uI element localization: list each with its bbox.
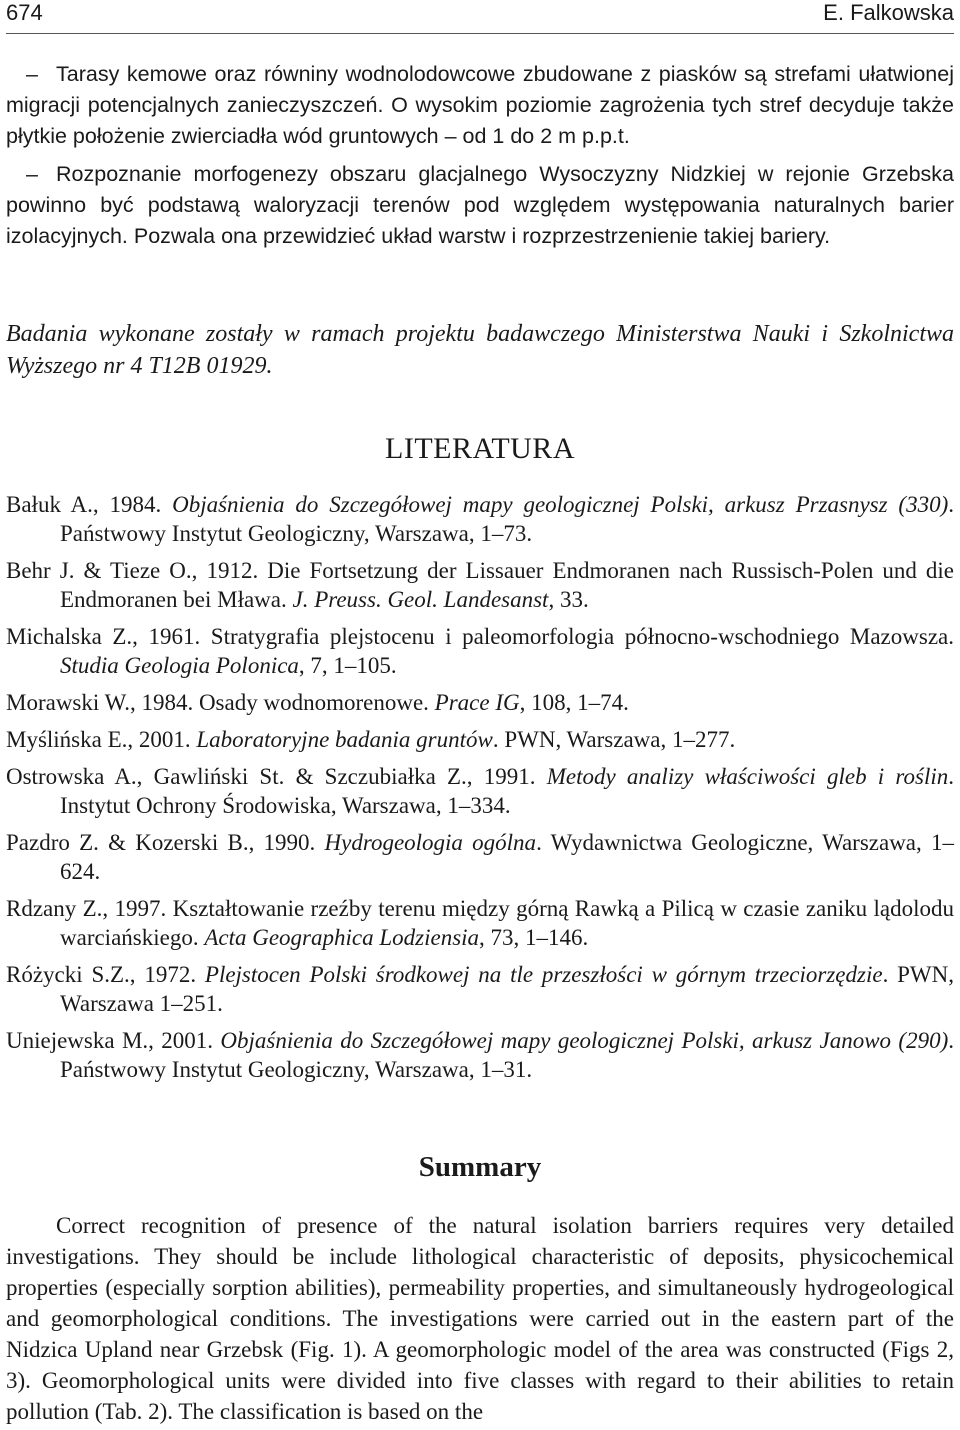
conclusion-text: Tarasy kemowe oraz równiny wodnolodowcowe zbudowane z piasków są strefami ułatwionej migracji potencjalnych zanieczyszczeń. O wysokim poziomie zagrożenia tych stref decyduje także płytkie położenie zwierciadła wód gruntowych – od 1 do 2 m p.p.t. bbox=[6, 62, 954, 148]
reference-title: J. Preuss. Geol. Landesanst bbox=[292, 587, 549, 612]
dash-bullet: – bbox=[26, 62, 38, 86]
summary-paragraph: Correct recognition of presence of the natural isolation barriers requires very detailed investigations. They should be include lithological characteristic of deposits, physicochemical properties (especially sorption abilities), permeability properties, and simultaneously hydrogeological and geomorphological conditions. The investigations were carried out in the eastern part of the Nidzica Upland near Grzebsk (Fig. 1). A geomorphologic model of the area was constructed (Figs 2, 3). Geomorphological units were divided into five classes with regard to their abilities to retain pollution (Tab. 2). The classification is based on the bbox=[6, 1213, 954, 1424]
reference-entry bbox=[6, 725, 954, 754]
reference-title: Laboratoryjne badania gruntów bbox=[196, 727, 493, 752]
reference-entry bbox=[6, 762, 954, 820]
reference-lead: Uniejewska M., 2001. bbox=[6, 1028, 221, 1053]
reference-rest: . PWN, Warszawa, 1–277. bbox=[492, 727, 736, 752]
reference-title: Objaśnienia do Szczegółowej mapy geologicznej Polski, arkusz Przasnysz (330) bbox=[172, 492, 949, 517]
reference-rest: . PWN, Warszawa 1–251. bbox=[60, 962, 954, 1016]
conclusion-item bbox=[6, 59, 954, 152]
conclusion-text: Rozpoznanie morfogenezy obszaru glacjalnego Wysoczyzny Nidzkiej w rejonie Grzebska powinno być podstawą waloryzacji terenów pod względem występowania naturalnych barier izolacyjnych. Pozwala ona przewidzieć układ warstw i rozprzestrzenienie takiej bariery. bbox=[6, 162, 954, 248]
reference-entry bbox=[6, 894, 954, 952]
summary-heading: Summary bbox=[418, 1151, 542, 1183]
reference-lead: Michalska Z., 1961. Stratygrafia plejstocenu i paleomorfologia północno-wschodniego Mazowsza. bbox=[6, 624, 954, 649]
reference-entry bbox=[6, 960, 954, 1018]
conclusion-item bbox=[6, 159, 954, 252]
running-author: E. Falkowska bbox=[823, 0, 954, 25]
reference-list bbox=[6, 490, 954, 1092]
header-rule bbox=[6, 33, 954, 34]
reference-entry bbox=[6, 828, 954, 886]
reference-lead: Różycki S.Z., 1972. bbox=[6, 962, 205, 987]
reference-entry bbox=[6, 688, 954, 717]
reference-title: Metody analizy właściwości gleb i roślin bbox=[546, 764, 949, 789]
reference-lead: Morawski W., 1984. Osady wodnomorenowe. bbox=[6, 690, 435, 715]
reference-entry bbox=[6, 1026, 954, 1084]
reference-title: Plejstocen Polski środkowej na tle przeszłości w górnym trzeciorzędzie bbox=[204, 962, 883, 987]
reference-lead: Pazdro Z. & Kozerski B., 1990. bbox=[6, 830, 325, 855]
reference-lead: Behr J. & Tieze O., 1912. Die Fortsetzung der Lissauer Endmoranen nach Russisch-Polen und die Endmoranen bei Mława. bbox=[6, 558, 954, 612]
reference-entry bbox=[6, 556, 954, 614]
dash-bullet: – bbox=[26, 162, 38, 186]
reference-title: Objaśnienia do Szczegółowej mapy geologicznej Polski, arkusz Janowo (290) bbox=[220, 1028, 949, 1053]
reference-rest: . Państwowy Instytut Geologiczny, Warszawa, 1–73. bbox=[60, 492, 955, 546]
reference-lead: Ostrowska A., Gawliński St. & Szczubiałka Z., 1991. bbox=[6, 764, 547, 789]
reference-title: Hydrogeologia ogólna bbox=[324, 830, 537, 855]
reference-rest: , 108, 1–74. bbox=[519, 690, 629, 715]
reference-title: Acta Geographica Lodziensia bbox=[204, 925, 480, 950]
reference-rest: , 73, 1–146. bbox=[479, 925, 589, 950]
reference-lead: Rdzany Z., 1997. Kształtowanie rzeźby terenu między górną Rawką a Pilicą w czasie zaniku lądolodu warciańskiego. bbox=[6, 896, 954, 950]
literature-heading: LITERATURA bbox=[385, 432, 575, 465]
reference-title: Studia Geologia Polonica bbox=[60, 653, 299, 678]
page-number: 674 bbox=[6, 0, 43, 25]
acknowledgement: Badania wykonane zostały w ramach projektu badawczego Ministerstwa Nauki i Szkolnictwa Wyższego nr 4 T12B 01929. bbox=[6, 321, 954, 379]
reference-lead: Myślińska E., 2001. bbox=[6, 727, 197, 752]
reference-title: Prace IG bbox=[434, 690, 520, 715]
reference-lead: Bałuk A., 1984. bbox=[6, 492, 173, 517]
reference-rest: , 7, 1–105. bbox=[298, 653, 397, 678]
running-header bbox=[6, 0, 954, 28]
reference-rest: . Instytut Ochrony Środowiska, Warszawa, 1–334. bbox=[60, 764, 954, 818]
reference-rest: . Państwowy Instytut Geologiczny, Warszawa, 1–31. bbox=[60, 1028, 954, 1082]
reference-entry bbox=[6, 490, 954, 548]
reference-entry bbox=[6, 622, 954, 680]
reference-rest: . Wydawnictwa Geologiczne, Warszawa, 1–624. bbox=[60, 830, 954, 884]
reference-rest: , 33. bbox=[548, 587, 589, 612]
